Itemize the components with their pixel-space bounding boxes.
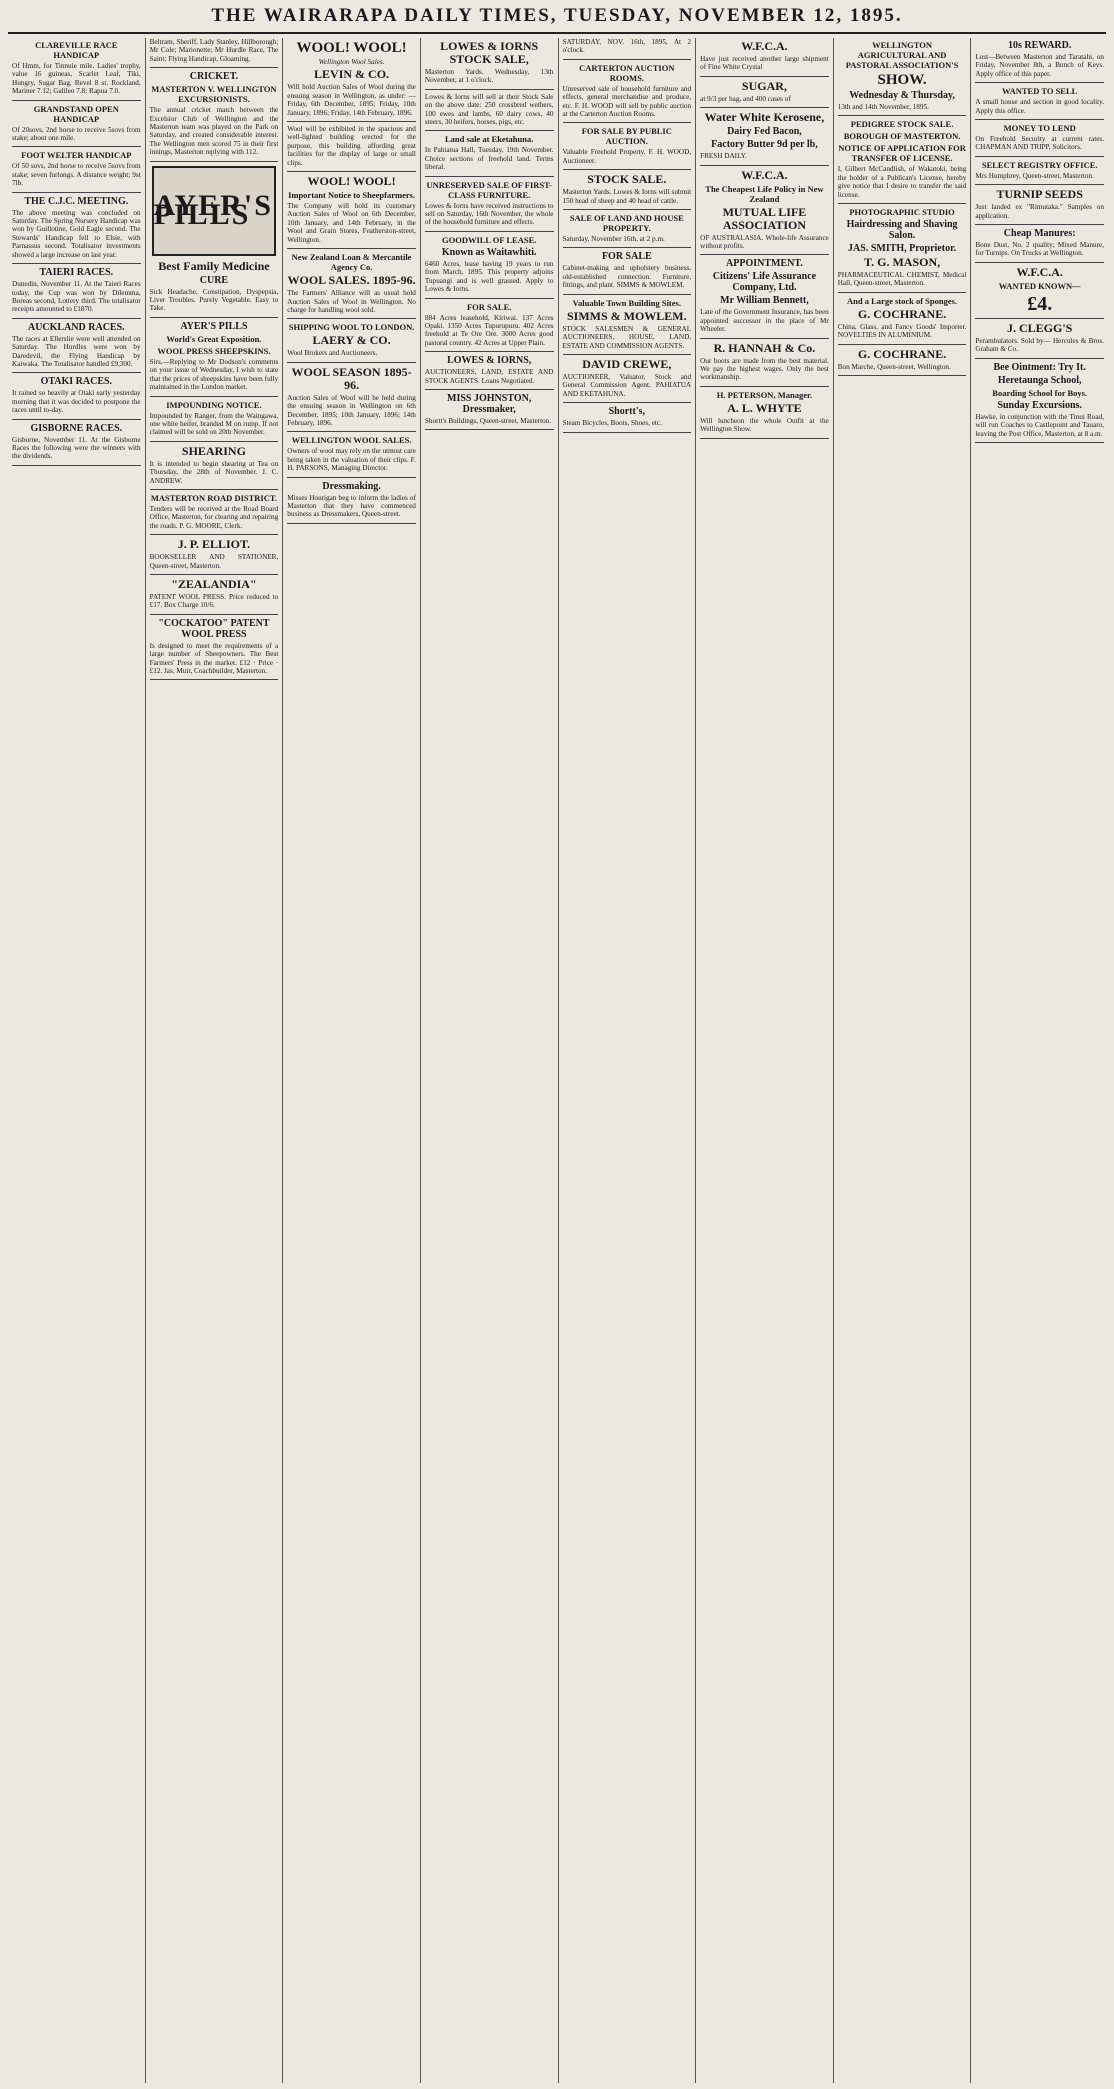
divider (12, 100, 141, 101)
article-body: Shortt's Buildings, Queen-street, Masterton. (424, 416, 552, 425)
article-heading: NOTICE OF APPLICATION FOR TRANSFER OF LICENSE. (838, 143, 966, 164)
column-5 (559, 38, 697, 2083)
article-body: Masterton Yards. Wednesday, 13th November, at 1 o'clock. (424, 68, 554, 85)
column-1 (8, 38, 146, 2083)
article-body: Beltram, Sheriff, Lady Stanley, Hillborough; Mr Cole; Marionette; Mr Hurdle Race, The Saint; Flying Handicap, Gloaming. (149, 38, 279, 63)
column-8 (971, 38, 1108, 2083)
divider (150, 317, 279, 318)
article-body: It rained so heavily at Otaki early yesterday morning that it was decided to postpone the races until to-day. (12, 389, 141, 415)
divider (425, 89, 554, 90)
article-heading: SHOW. (877, 72, 927, 88)
article-heading: TAIERI RACES. (39, 267, 114, 279)
article-heading: GISBORNE RACES. (30, 422, 123, 434)
column-4 (421, 38, 559, 2083)
article-body: The above meeting was concluded on Saturday. The Spring Nursery Handicap was won by Guillotine, Gold Eagle second. The Stewards' Handicap fell to Elsie, with Parnassus second. Totalisator investments showed a large increase on last year. (12, 208, 141, 259)
article-heading: AUCKLAND RACES. (27, 321, 125, 333)
divider (425, 298, 554, 299)
article-body: Lowes & Iorns have received instructions to sell on Saturday, 16th November, the whole of the household furniture and effects. (424, 201, 554, 227)
article-heading: The Cheapest Life Policy in New Zealand (705, 183, 824, 204)
article-heading: Boarding School for Boys. (992, 387, 1088, 398)
article-body: Perambulators. Sold by— Hercules & Bros. Graham & Co. (975, 336, 1104, 354)
divider (563, 59, 692, 60)
divider (838, 203, 967, 204)
article-body: Cabinet-making and upholstery business, old-established connection. Furniture, fittings, and plant. SIMMS & MOWLEM. (562, 264, 692, 290)
article-heading: World's Great Exposition. (166, 333, 262, 344)
divider (975, 184, 1104, 185)
article-heading: Important Notice to Sheepfarmers. (288, 190, 416, 201)
divider (150, 679, 279, 680)
article-heading: W.F.C.A. (741, 39, 788, 53)
article-heading: GOODWILL OF LEASE. (441, 234, 537, 245)
article-heading: H. PETERSON, Manager. (716, 389, 813, 400)
divider (287, 248, 416, 249)
article-body: Just landed ex "Rimutaka." Samples on application. (975, 203, 1104, 220)
article-heading: FOR SALE BY PUBLIC AUCTION. (581, 126, 672, 147)
divider (700, 254, 829, 255)
article-heading: AYER'S PILLS (180, 320, 248, 332)
article-heading: IMPOUNDING NOTICE. (166, 399, 262, 410)
article-heading: SHIPPING WOOL TO LONDON. (288, 322, 415, 333)
article-body: STOCK SALESMEN & GENERAL AUCTIONEERS, HOUSE, LAND, ESTATE AND COMMISSION AGENTS. (562, 324, 692, 350)
divider (563, 432, 692, 433)
article-heading: WOOL SALES. 1895-96. (287, 273, 416, 288)
divider (12, 146, 141, 147)
divider (700, 76, 829, 77)
article-body: AUCTIONEERS, LAND, ESTATE AND STOCK AGENTS. Loans Negotiated. (424, 368, 554, 385)
article-heading: DAVID CREWE, (582, 356, 672, 371)
article-body: at 9/3 per bag, and 400 cases of (700, 94, 791, 103)
article-heading: J. P. ELLIOT. (177, 537, 251, 552)
article-heading: WANTED TO SELL (1002, 86, 1078, 97)
article-body: Is designed to meet the requirements of a large number of Sheepowners. The Best Farmers' Press in the market. £12 · Price · £12. Jas. Muir, Coachbuilder, Masterton. (149, 641, 279, 675)
divider (975, 156, 1104, 157)
article-heading: MISS JOHNSTON, Dressmaker, (447, 392, 532, 415)
divider (700, 107, 829, 108)
divider (12, 263, 141, 264)
article-body: Gisborne, November 11. At the Gisborne Races the following were the winners with the dividends. (12, 435, 141, 461)
article-heading: "ZEALANDIA" (171, 576, 257, 591)
masthead (8, 0, 1106, 34)
article-heading: "COCKATOO" PATENT WOOL PRESS (158, 617, 270, 640)
article-heading: Factory Butter 9d per lb, (711, 139, 818, 151)
column-container (8, 38, 1108, 2083)
article-heading: PHOTOGRAPHIC STUDIO (849, 207, 955, 218)
divider (287, 431, 416, 432)
article-body: Impounded by Ranger, from the Waingawa, one white heifer, branded M on rump. If not claimed will be sold on 20th November. (149, 411, 279, 437)
article-heading: CLAREVILLE RACE HANDICAP (35, 40, 118, 60)
article-heading: LAERY & CO. (312, 333, 391, 348)
article-heading: LOWES & IORNS, (447, 355, 532, 367)
article-heading: GRANDSTAND OPEN HANDICAP (33, 103, 119, 124)
divider (12, 192, 141, 193)
article-body: It is intended to begin shearing at Tea on Thursday, the 28th of November. J. C. ANDREW. (149, 459, 279, 485)
article-heading: J. CLEGG'S (1007, 320, 1073, 335)
article-body: Late of the Government Insurance, has been appointed successor in the place of Mr Wheeler. (700, 308, 829, 334)
article-heading: New Zealand Loan & Mercantile Agency Co. (291, 252, 412, 273)
article-body: Of 50 sovs, 2nd horse to receive 5sovs from stake; seven furlongs. A distance weight; 9st 7lb. (12, 162, 141, 188)
article-heading: Best Family Medicine (158, 258, 270, 273)
article-heading: SUGAR, (741, 78, 787, 93)
divider (150, 574, 279, 575)
article-body: Bone Dust, No. 2 quality; Mixed Manure, for Turnips. On Trucks at Wellington. (975, 241, 1104, 258)
divider (563, 209, 692, 210)
article-heading: FOOT WELTER HANDICAP (21, 150, 132, 161)
divider (975, 358, 1104, 359)
divider (838, 292, 967, 293)
article-heading: SHEARING (181, 443, 246, 458)
divider (425, 429, 554, 430)
divider (700, 438, 829, 439)
article-body: FRESH DAILY. (700, 152, 747, 161)
divider (425, 389, 554, 390)
article-heading: BOROUGH OF MASTERTON. (843, 131, 961, 142)
article-body: 13th and 14th November, 1895. (837, 103, 929, 111)
article-body: Masterton Yards. Lowes & Iorns will submit 150 head of sheep and 40 head of cattle. (562, 188, 692, 205)
article-heading: CARTERTON AUCTION ROOMS. (579, 62, 675, 83)
article-heading: LEVIN & CO. (314, 67, 390, 82)
divider (975, 318, 1104, 319)
article-heading: WELLINGTON AGRICULTURAL AND PASTORAL ASSOCIATION'S (845, 40, 959, 70)
logo-text: AYER'S PILLS (153, 189, 273, 231)
article-body: Dunedin, November 11. At the Taieri Races today, the Cup was won by Dilemma, Boreas second, Lottery third. The totalisator receipts amounted to £1870. (12, 280, 141, 314)
article-heading: Land sale at Eketahuna. (445, 134, 534, 145)
divider (563, 169, 692, 170)
article-heading: WOOL! WOOL! (307, 174, 396, 189)
article-body: BOOKSELLER AND STATIONER, Queen-street, Masterton. (149, 553, 279, 570)
article-heading: Dairy Fed Bacon, (727, 126, 802, 138)
article-body: PHARMACEUTICAL CHEMIST, Medical Hall, Queen-street, Masterton. (837, 271, 967, 288)
article-heading: R. HANNAH & Co. (713, 340, 816, 355)
divider (563, 354, 692, 355)
article-heading: Dressmaking. (322, 480, 381, 492)
divider (425, 176, 554, 177)
article-body: Sick Headache, Constipation, Dyspepsia, Liver Troubles. Purely Vegetable. Easy to Take. (149, 287, 279, 313)
article-heading: G. COCHRANE. (857, 346, 947, 361)
column-2 (146, 38, 284, 2083)
article-body: Of 20sovs, 2nd horse to receive 5sovs from stake; about one mile. (12, 125, 141, 143)
article-body: Sirs,—Replying to Mr Dodson's comments on your issue of Wednesday, I wish to state that the prices of sheepskins have been fully maintained in the London market. (149, 357, 279, 392)
divider (287, 171, 416, 172)
column-7 (834, 38, 972, 2083)
divider (563, 294, 692, 295)
article-heading: APPOINTMENT. (726, 258, 803, 270)
masthead-title: THE WAIRARAPA DAILY TIMES, TUESDAY, NOVEMBER 12, 1895. (211, 5, 903, 26)
article-body: Steam Bicycles, Boots, Shoes, etc. (562, 419, 662, 428)
divider (12, 318, 141, 319)
article-heading: MASTERTON ROAD DISTRICT. (150, 492, 278, 503)
article-heading: MONEY TO LEND (1003, 123, 1076, 134)
divider (150, 534, 279, 535)
article-body: The Farmers' Alliance will as usual hold Auction Sales of Wool in Wellington. No charge for handling wool sold. (287, 289, 416, 314)
article-heading: Heretaunga School, (997, 374, 1082, 386)
article-body: A small house and section in good locality. Apply this office. (975, 98, 1104, 115)
article-heading: SIMMS & MOWLEM. (566, 308, 687, 323)
article-heading: Water White Kerosene, (704, 110, 825, 125)
article-body: The Company will hold its customary Auction Sales of Wool on 6th December, 10th January, and 14th February, in the Wool and Grain Stores, Featherston-street, Wellington. (287, 202, 416, 244)
article-heading: CRICKET. (189, 71, 239, 83)
article-heading: Shortt's, (608, 406, 646, 418)
article-body: Valuable Freehold Property. F. H. WOOD, Auctioneer. (562, 148, 692, 165)
article-body: Owners of wool may rely on the utmost care being taken in the valuation of their clips. F. H. PARSONS, Managing Director. (287, 447, 416, 473)
article-heading: MASTERTON V. WELLINGTON EXCURSIONISTS. (151, 84, 277, 105)
divider (975, 442, 1104, 443)
divider (838, 344, 967, 345)
divider (150, 489, 279, 490)
article-body: Hawke, in conjunction with the Tinui Road, will run Coaches to Castlepoint and Tauaro, leaving the Post Office, Masterton, at 8 a.m. (975, 412, 1104, 438)
article-heading: A. L. WHYTE (727, 400, 802, 415)
article-heading: Hairdressing and Shaving Salon. (846, 219, 958, 242)
divider (287, 318, 416, 319)
article-heading: FOR SALE. (466, 301, 512, 312)
article-heading: WOOL! WOOL! (296, 40, 407, 56)
divider (838, 375, 967, 376)
article-body: Bon Marche, Queen-street, Wellington. (837, 362, 951, 371)
article-body: Tenders will be received at the Road Board Office, Masterton, for clearing and repairing the roads. P. G. MOORE, Clerk. (149, 504, 279, 530)
article-heading: MUTUAL LIFE ASSOCIATION (722, 204, 807, 232)
ayers-pills-logo (152, 166, 277, 256)
article-body: Will luncheon the whole Outfit at the Wellington Show. (700, 416, 829, 434)
article-heading: WANTED KNOWN— (998, 280, 1081, 291)
article-heading: Valuable Town Building Sites. (572, 297, 681, 308)
divider (12, 419, 141, 420)
divider (150, 396, 279, 397)
divider (838, 115, 967, 116)
article-body: Wool will be exhibited in the spacious and well-lighted building erected for the purpose, this building affording great facilities for the display of large or small clips. (287, 125, 416, 167)
article-heading: Cheap Manures: (1003, 228, 1076, 240)
article-heading: Known as Waitawhiti. (441, 246, 537, 258)
article-heading: W.F.C.A. (741, 167, 788, 182)
article-body: Misses Hourigan beg to inform the ladies of Masterton that they have commenced business as Dressmakers, Queen-street. (287, 493, 416, 519)
article-heading: And a Large stock of Sponges. (847, 295, 958, 306)
divider (563, 122, 692, 123)
article-heading: Bee Ointment: Try It. (993, 361, 1086, 373)
article-body: OF AUSTRALASIA. Whole-life Assurance without profits. (700, 233, 829, 251)
divider (975, 224, 1104, 225)
article-heading: SALE OF LAND AND HOUSE PROPERTY. (569, 213, 684, 234)
article-heading: Mr William Bennett, (720, 295, 809, 307)
article-body: Have just received another large shipment of Fine White Crystal (700, 55, 829, 72)
article-heading: UNRESERVED SALE OF FIRST-CLASS FURNITURE. (426, 179, 552, 200)
article-body: In Pahiatua Hall, Tuesday, 19th November. Choice sections of freehold land. Terms liberal. (424, 146, 554, 172)
divider (425, 130, 554, 131)
divider (975, 119, 1104, 120)
article-heading: Wednesday & Thursday, (849, 90, 955, 101)
column-3 (283, 38, 421, 2083)
article-heading: JAS. SMITH, Proprietor. (848, 243, 957, 255)
article-body: Auction Sales of Wool will be held during the ensuing season in Wellington on 6th December, 1895; 10th January, 1896; 14th February, 1896. (287, 393, 416, 427)
article-body: I, Gilbert McCandlish, of Wakatoki, being the holder of a Publican's License, hereby give notice that I desire to transfer the said license. (837, 165, 967, 199)
article-body: Lowes & Iorns will sell at their Stock Sale on the above date: 250 crossbred wethers, 100 ewes and lambs, 60 dairy cows, 40 steers, 30 heifers, horses, pigs, etc. (424, 92, 554, 127)
divider (150, 67, 279, 68)
article-body: SATURDAY, NOV. 16th, 1895, At 2 o'clock. (562, 38, 692, 55)
article-body: Wool Brokers and Auctioneers. (287, 349, 378, 358)
divider (287, 121, 416, 122)
article-heading: WOOL SEASON 1895-96. (291, 364, 412, 392)
article-body: 884 Acres leasehold, Kiriwai. 137 Acres Opaki. 1350 Acres Tupurupuru. 402 Acres freehold at Te Ore Ore. 3000 Acres good pastoral country. 42 Acres at Upper Plain. (424, 313, 554, 347)
subheading: Wellington Wool Sales. (318, 58, 385, 66)
article-body: Of Hmm, for Tinnuie mile. Ladies' trophy, value 16 guineas, Scarlet Leaf, Tiki, Hungry, Sugar Bag, Revel 8 st. Rockland, Mariner 7.12; Galileo 7.8; Rapua 7.0. (12, 62, 141, 96)
article-heading: CURE (199, 274, 229, 286)
article-heading: SELECT REGISTRY OFFICE. (981, 159, 1098, 170)
article-heading: OTAKI RACES. (40, 376, 113, 388)
divider (12, 465, 141, 466)
divider (287, 477, 416, 478)
article-body: Our boots are made from the best material. We pay the highest wages. Only the best workmanship. (700, 356, 829, 382)
article-body: China, Glass, and Fancy Goods' Importer. NOVELTIES IN ALUMINIUM. (837, 322, 967, 340)
article-body: On Freehold Security at current rates. CHAPMAN AND TRIPP, Solicitors. (975, 135, 1104, 152)
divider (12, 372, 141, 373)
article-heading: PEDIGREE STOCK SALE. (850, 119, 954, 130)
article-heading: TURNIP SEEDS (996, 187, 1083, 202)
article-body: Unreserved sale of household furniture and effects, general merchandise and produce, etc. F. H. WOOD will sell by public auction at the Carterton Auction Rooms. (562, 84, 692, 119)
article-heading: Citizens' Life Assurance Company, Ltd. (712, 271, 817, 294)
article-heading: WELLINGTON WOOL SALES. (291, 435, 412, 446)
article-heading: FOR SALE (601, 251, 652, 263)
divider (563, 247, 692, 248)
article-heading: T. G. MASON, (864, 255, 941, 270)
divider (563, 402, 692, 403)
article-heading: THE C.J.C. MEETING. (24, 195, 129, 207)
article-body: The races at Ellerslie were well attended on Saturday. The Hurdles were won by Daredevil, the Flying Handicap by Kaiwaka. The Totalisator handled £9,300. (12, 334, 141, 368)
article-body: PATENT WOOL PRESS. Price reduced to £17. Box Charge 10/6. (149, 592, 279, 610)
divider (150, 441, 279, 442)
article-body: The annual cricket match between the Excelsior Club of Wellington and the Masterton team was played on the Park on Saturday, and created considerable interest. The Wellington men scored 75 in their first innings, Masterton replying with 112. (149, 106, 279, 157)
divider (975, 82, 1104, 83)
divider (700, 165, 829, 166)
divider (425, 351, 554, 352)
article-heading: Sunday Excursions. (997, 399, 1082, 411)
divider (150, 614, 279, 615)
divider (975, 262, 1104, 263)
divider (287, 362, 416, 363)
article-heading: 10s REWARD. (1008, 40, 1072, 51)
article-body: 6460 Acres, lease having 19 years to run from March, 1895. This property adjoins Tupuangi and is well grassed. Apply to Lowes & Iorns. (424, 259, 554, 294)
divider (287, 523, 416, 524)
article-body: Mrs Humphrey, Queen-street, Masterton. (975, 171, 1094, 180)
article-body: Will hold Auction Sales of Wool during the ensuing season in Wellington, as under: — Friday, 6th December, 1895; Friday, 10th January, 1896; Friday, 14th February, 1896. (287, 83, 416, 117)
article-heading: W.F.C.A. (1016, 264, 1063, 279)
article-body: Saturday, November 16th, at 2 p.m. (562, 235, 665, 244)
article-body: Lost—Between Masterton and Taratahi, on Friday, November 8th, a Bunch of Keys. Apply office of this paper. (975, 53, 1104, 78)
article-heading: WOOL PRESS SHEEPSKINS. (157, 345, 271, 356)
article-heading: STOCK SALE. (587, 172, 667, 187)
article-heading: LOWES & IORNS STOCK SALE, (440, 39, 539, 66)
large-figure: £4. (1027, 292, 1053, 315)
divider (425, 231, 554, 232)
article-body: AUCTIONEER, Valuator, Stock and General Commission Agent, PAHIATUA AND EKETAHUNA. (562, 372, 692, 398)
column-6 (696, 38, 834, 2083)
divider (700, 338, 829, 339)
divider (150, 161, 279, 162)
divider (700, 386, 829, 387)
article-heading: G. COCHRANE. (857, 306, 947, 321)
